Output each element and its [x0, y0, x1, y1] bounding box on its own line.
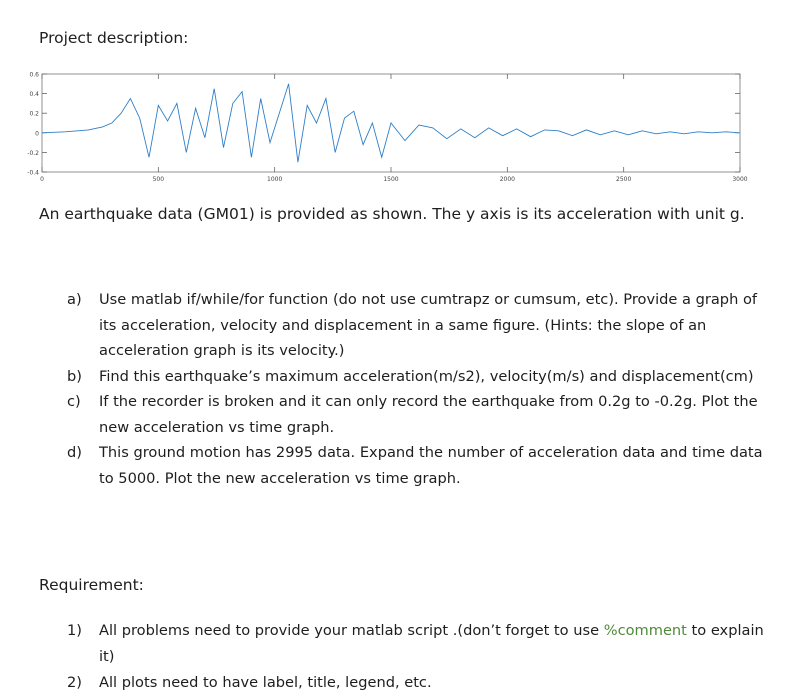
requirement-text-before: All problems need to provide your matlab script .(don’t forget to use: [99, 622, 604, 639]
question-text: Find this earthquake’s maximum acceleration(m/s2), velocity(m/s) and displacement(cm): [99, 367, 754, 385]
x-tick-label: 1500: [383, 176, 399, 183]
y-tick-label: 0.2: [29, 110, 39, 118]
y-tick-label: 0: [35, 130, 39, 138]
requirement-label: 1): [67, 622, 82, 639]
y-tick-label: -0.2: [27, 149, 39, 157]
question-item: [67, 287, 777, 364]
comment-keyword: %comment: [603, 622, 687, 639]
question-item: [67, 364, 777, 390]
x-tick-label: 0: [40, 176, 44, 183]
y-tick-label: 0.4: [29, 91, 39, 99]
question-label: b): [67, 367, 82, 385]
requirement-text: [99, 622, 764, 665]
requirement-item: [67, 670, 777, 696]
question-text: This ground motion has 2995 data. Expand the number of acceleration data and time data to 5000. Plot the new acceleration vs time graph.: [99, 444, 763, 487]
y-tick-label: -0.4: [27, 169, 39, 177]
y-tick-label: 0.6: [29, 71, 39, 79]
question-item: [67, 440, 777, 491]
question-item: [67, 389, 777, 440]
requirement-text-after: to explain it): [99, 622, 764, 665]
x-tick-label: 2500: [616, 176, 632, 183]
requirement-label: 2): [67, 674, 82, 691]
x-tick-label: 3000: [732, 176, 748, 183]
question-label: d): [67, 444, 82, 461]
x-tick-label: 500: [152, 176, 165, 183]
earthquake-chart: [22, 66, 760, 190]
requirement-text: All plots need to have label, title, legend, etc.: [99, 674, 432, 691]
question-label: c): [67, 393, 81, 410]
requirement-item: [67, 618, 777, 669]
x-tick-label: 1000: [267, 176, 283, 183]
question-text: If the recorder is broken and it can only record the earthquake from 0.2g to -0.2g. Plot the new acceleration vs time graph.: [99, 393, 758, 436]
requirement-list: [67, 618, 777, 697]
chart-svg: [22, 66, 760, 190]
x-tick-label: 2000: [499, 176, 515, 183]
question-text: Use matlab if/while/for function (do not use cumtrapz or cumsum, etc). Provide a graph of its acceleration, velocity and displacement in a same figure. (Hints: the slope of an acceleration graph is its velocity.): [99, 291, 758, 359]
intro-text: An earthquake data (GM01) is provided as shown. The y axis is its acceleration with unit g.: [39, 205, 745, 223]
question-label: a): [67, 291, 82, 308]
requirement-title: Requirement:: [39, 576, 144, 594]
question-list: [67, 287, 777, 491]
page-title: Project description:: [39, 29, 189, 47]
